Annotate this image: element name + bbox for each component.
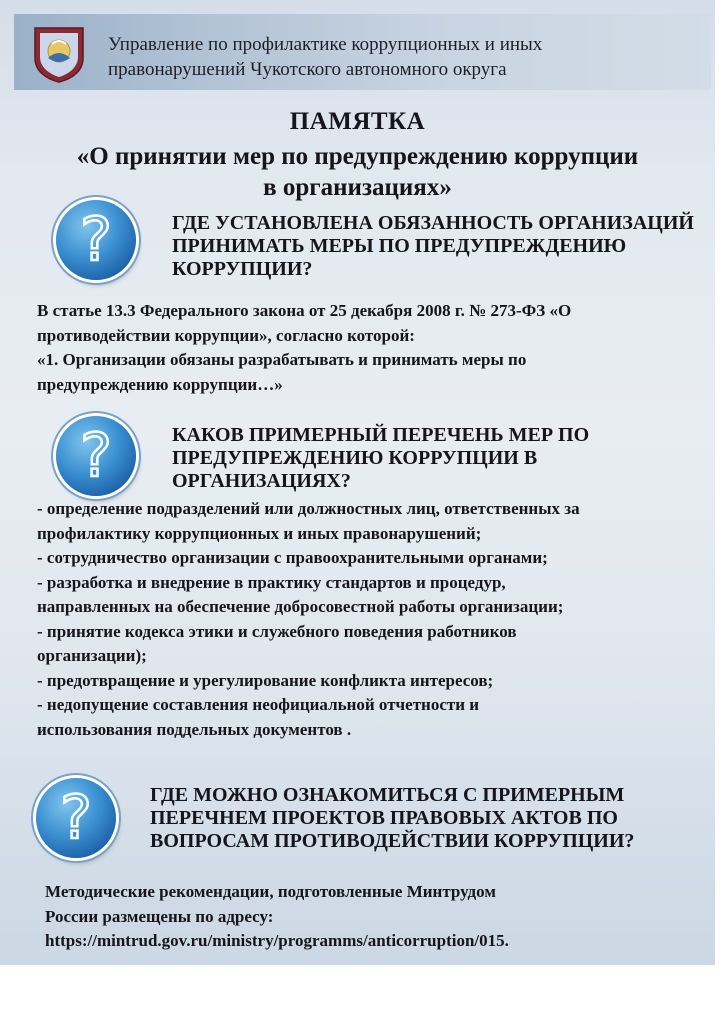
question-mark-icon: ? <box>56 200 136 280</box>
question-mark-icon: ? <box>56 416 136 496</box>
heading-line: КОРРУПЦИИ? <box>172 258 313 280</box>
body-line: - принятие кодекса этики и служебного поведения работников <box>37 621 517 641</box>
heading-line: ПРИНИМАТЬ МЕРЫ ПО ПРЕДУПРЕЖДЕНИЮ <box>172 235 627 257</box>
section-3-body <box>45 880 509 954</box>
resource-url: https://mintrud.gov.ru/ministry/programms/anticorruption/015. <box>45 931 509 950</box>
heading-line: ОРГАНИЗАЦИЯХ? <box>172 470 351 492</box>
coat-of-arms-icon <box>32 24 86 84</box>
body-line: - предотвращение и урегулирование конфликта интересов; <box>37 670 494 690</box>
body-line: профилактику коррупционных и иных правонарушений; <box>37 523 482 543</box>
body-line: Методические рекомендации, подготовленные Минтрудом <box>45 882 496 901</box>
section-2-heading <box>172 424 589 493</box>
memo-title: ПАМЯТКА <box>289 108 426 135</box>
heading-line: ПЕРЕЧНЕМ ПРОЕКТОВ ПРАВОВЫХ АКТОВ ПО <box>150 807 618 829</box>
subtitle-line-2: в организациях» <box>263 174 452 201</box>
body-line: - сотрудничество организации с правоохранительными органами; <box>37 548 548 567</box>
heading-line: ГДЕ УСТАНОВЛЕНА ОБЯЗАННОСТЬ ОРГАНИЗАЦИЙ <box>172 212 694 234</box>
body-line: организации); <box>37 646 147 665</box>
body-line: противодействии коррупции», согласно которой: <box>37 325 415 345</box>
heading-line: КАКОВ ПРИМЕРНЫЙ ПЕРЕЧЕНЬ МЕР ПО <box>172 424 590 446</box>
header-organization <box>108 32 668 82</box>
body-line: - недопущение составления неофициальной отчетности и <box>37 695 480 714</box>
body-line: использования поддельных документов . <box>37 719 352 739</box>
subtitle-line-1: «О принятии мер по предупреждению коррупции <box>76 143 639 170</box>
heading-line: ВОПРОСАМ ПРОТИВОДЕЙСТВИИ КОРРУПЦИИ? <box>150 830 635 852</box>
body-line: направленных на обеспечение добросовестной работы организации; <box>37 597 564 616</box>
body-line: «1. Организации обязаны разрабатывать и принимать меры по <box>37 350 527 369</box>
memo-subtitle <box>0 141 715 203</box>
body-line: - разработка и внедрение в практику стандартов и процедур, <box>37 572 506 592</box>
header-line-2: правонарушений Чукотского автономного округа <box>108 59 507 80</box>
question-mark-icon: ? <box>36 778 116 858</box>
body-line: предупреждению коррупции…» <box>37 374 283 394</box>
body-line: - определение подразделений или должностных лиц, ответственных за <box>37 499 580 518</box>
heading-line: ПРЕДУПРЕЖДЕНИЮ КОРРУПЦИИ В <box>172 447 538 469</box>
section-1-heading <box>172 212 694 281</box>
section-1-body <box>37 299 571 397</box>
heading-line: ГДЕ МОЖНО ОЗНАКОМИТЬСЯ С ПРИМЕРНЫМ <box>150 784 625 806</box>
body-line: В статье 13.3 Федерального закона от 25 декабря 2008 г. № 273-ФЗ «О <box>37 301 572 320</box>
section-2-body <box>37 497 580 742</box>
header-line-1: Управление по профилактике коррупционных и иных <box>108 34 543 55</box>
section-3-heading <box>150 784 634 853</box>
body-line: России размещены по адресу: <box>45 906 274 926</box>
